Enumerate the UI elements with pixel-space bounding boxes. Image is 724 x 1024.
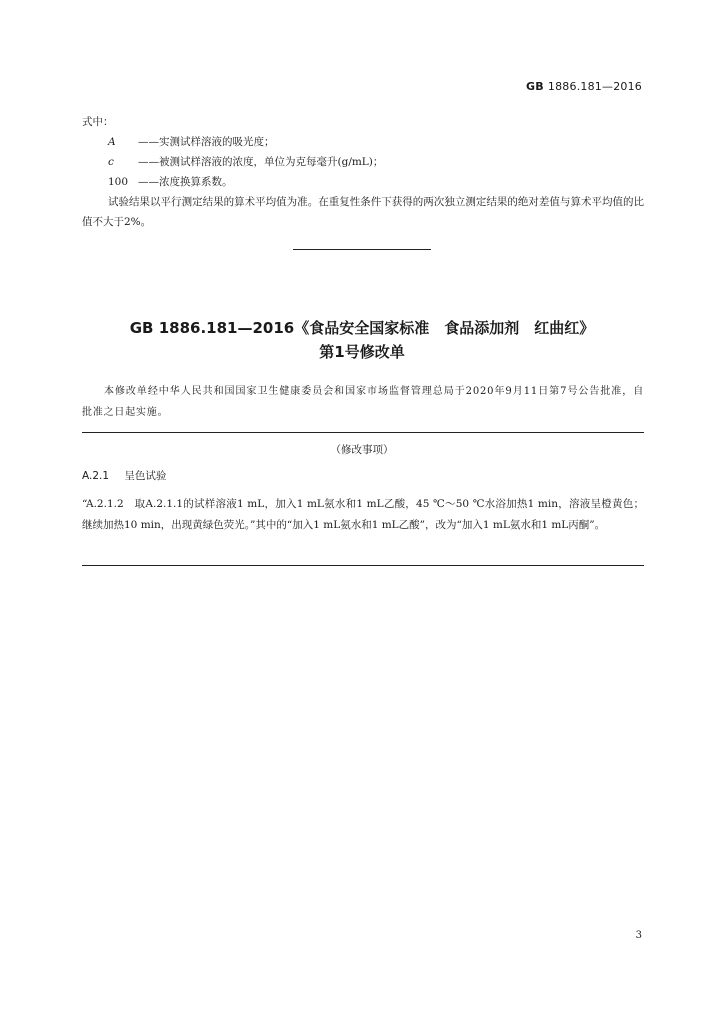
amendment-bottom-rule	[82, 565, 644, 566]
page-number: 3	[635, 930, 642, 941]
section-title: 呈色试验	[124, 470, 167, 482]
definition-text: ——被测试样溶液的浓度，单位为克每毫升(g/mL)；	[138, 156, 384, 168]
result-paragraph: 试验结果以平行测定结果的算术平均值为准。在重复性条件下获得的两次独立测定结果的绝对差值与算术平均值的比值不大于2%。	[82, 196, 644, 228]
definition-symbol: 100	[108, 176, 129, 188]
section-number: A.2.1	[82, 470, 110, 482]
amendment-section	[82, 466, 644, 486]
standard-code-prefix: GB	[526, 80, 544, 93]
amendment-intro	[82, 381, 644, 423]
section-heading	[82, 466, 644, 486]
formula-definitions	[82, 112, 644, 232]
definition-symbol: A	[108, 136, 116, 148]
amendment-text: “A.2.1.2 取A.2.1.1的试样溶液1 mL，加入1 mL氨水和1 mL乙酸，45 ℃～50 ℃水浴加热1 min，溶液呈橙黄色；继续加热10 min，出现黄绿色荧光。”其中的“加入1 mL氨水和1 mL乙酸”，改为“加入1 mL氨水和1 mL丙酮”。	[82, 498, 644, 531]
definition-text: ——浓度换算系数。	[138, 176, 233, 188]
definition-symbol: c	[108, 156, 114, 168]
definition-text: ——实测试样溶液的吸光度；	[138, 136, 275, 148]
amendment-title-line1: GB 1886.181—2016《食品安全国家标准 食品添加剂 红曲红》	[129, 319, 595, 337]
definition-row	[82, 152, 644, 172]
amendment-intro-text: 本修改单经中华人民共和国国家卫生健康委员会和国家市场监督管理总局于2020年9月11日第7号公告批准，自批准之日起实施。	[82, 386, 644, 418]
amendment-title-line2: 第1号修改单	[319, 343, 405, 361]
formula-where-label: 式中：	[82, 116, 114, 128]
definition-row	[82, 132, 644, 152]
definition-row	[82, 172, 644, 192]
standard-code-header	[526, 80, 642, 93]
amendment-top-rule	[82, 432, 644, 433]
standard-code-number: 1886.181—2016	[547, 80, 642, 93]
amendment-notice-label: （修改事项）	[330, 444, 394, 456]
end-of-standard-rule	[293, 249, 431, 250]
amendment-title	[0, 316, 724, 364]
